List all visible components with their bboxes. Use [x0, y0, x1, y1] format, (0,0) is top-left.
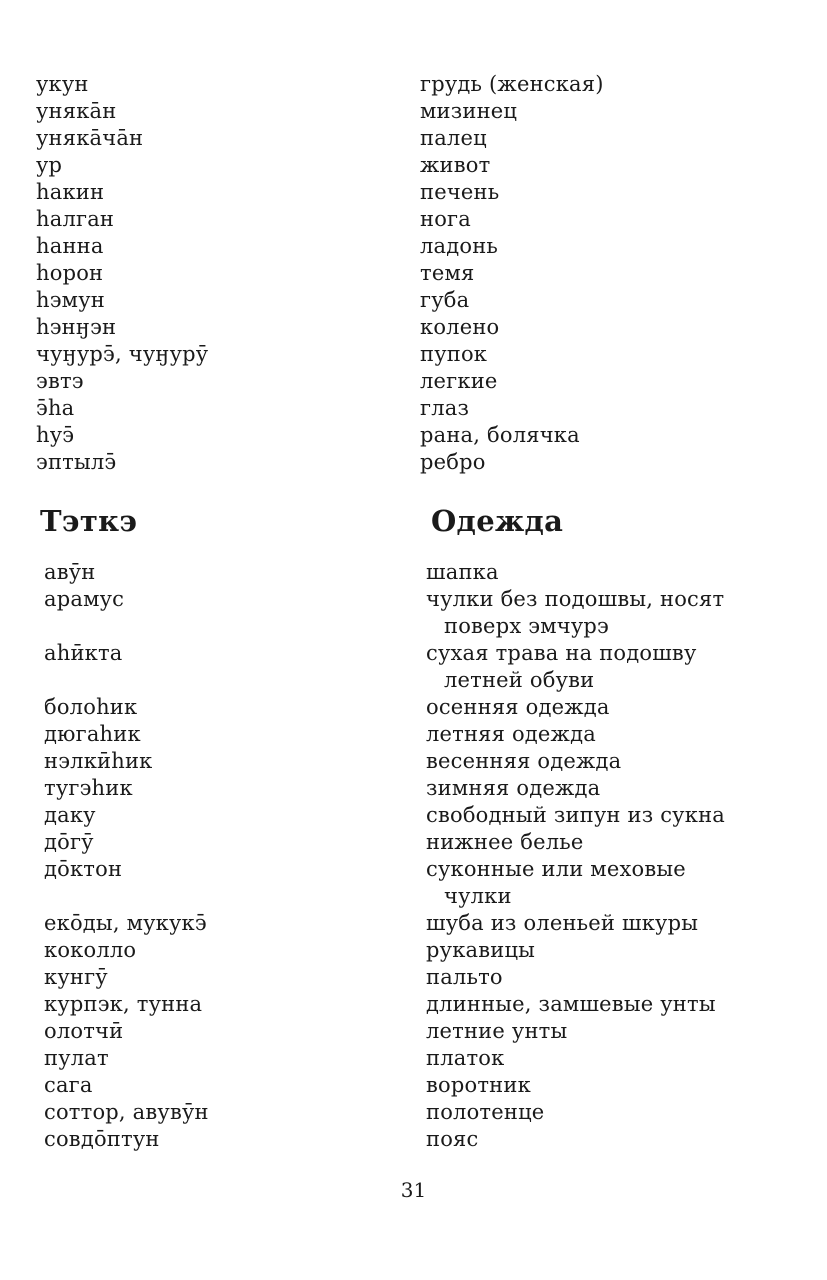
evenki-word: чуӈурэ̄, чуӈурӯ — [36, 342, 209, 366]
russian-translation: суконные или меховые — [426, 857, 686, 881]
russian-translation: живот — [420, 153, 491, 177]
evenki-word: э̄һа — [36, 396, 75, 420]
russian-translation: рукавицы — [426, 938, 536, 962]
russian-translation: платок — [426, 1046, 505, 1070]
russian-translation: зимняя одежда — [426, 776, 601, 800]
evenki-word: дюгаһик — [44, 722, 141, 746]
russian-translation: длинные, замшевые унты — [426, 992, 716, 1016]
evenki-word: совдо̄птун — [44, 1127, 160, 1151]
evenki-word: до̄гӯ — [44, 830, 94, 854]
russian-translation: воротник — [426, 1073, 531, 1097]
evenki-word: кунгӯ — [44, 965, 108, 989]
section-heading-russian: Одежда — [431, 504, 564, 538]
evenki-word: ур — [36, 153, 63, 177]
evenki-word: курпэк, тунна — [44, 992, 203, 1016]
russian-translation: шапка — [426, 560, 499, 584]
russian-translation: сухая трава на подошву — [426, 641, 697, 665]
evenki-word: һакин — [36, 180, 105, 204]
evenki-word: до̄ктон — [44, 857, 123, 881]
evenki-word: аһӣкта — [44, 641, 123, 665]
russian-translation: весенняя одежда — [426, 749, 622, 773]
evenki-word: сага — [44, 1073, 93, 1097]
evenki-word: унякāн — [36, 99, 117, 123]
evenki-word: һалган — [36, 207, 115, 231]
russian-translation: грудь (женская) — [420, 72, 604, 96]
russian-translation: глаз — [420, 396, 470, 420]
evenki-word: авӯн — [44, 560, 96, 584]
russian-translation: летние унты — [426, 1019, 568, 1043]
russian-translation: темя — [420, 261, 475, 285]
russian-translation: легкие — [420, 369, 498, 393]
russian-translation: чулки без подошвы, носят — [426, 587, 725, 611]
russian-translation: рана, болячка — [420, 423, 580, 447]
russian-translation: колено — [420, 315, 500, 339]
evenki-word: нэлкӣһик — [44, 749, 153, 773]
evenki-word: һанна — [36, 234, 104, 258]
russian-translation-continued: чулки — [444, 884, 512, 908]
evenki-word: укун — [36, 72, 89, 96]
evenki-word: эптылэ̄ — [36, 450, 117, 474]
russian-translation: ребро — [420, 450, 486, 474]
russian-translation: нижнее белье — [426, 830, 584, 854]
russian-translation: полотенце — [426, 1100, 545, 1124]
section-heading-evenki: Тэткэ — [40, 504, 138, 538]
russian-translation: губа — [420, 288, 470, 312]
russian-translation-continued: летней обуви — [444, 668, 595, 692]
evenki-word: һэмун — [36, 288, 105, 312]
evenki-word: арамус — [44, 587, 125, 611]
russian-translation: пояс — [426, 1127, 479, 1151]
russian-translation: шуба из оленьей шкуры — [426, 911, 699, 935]
evenki-word: коколло — [44, 938, 137, 962]
evenki-word: олотчӣ — [44, 1019, 124, 1043]
russian-translation-continued: поверх эмчурэ — [444, 614, 609, 638]
russian-translation: палец — [420, 126, 487, 150]
evenki-word: тугэһик — [44, 776, 133, 800]
evenki-word: һуэ̄ — [36, 423, 75, 447]
russian-translation: ладонь — [420, 234, 499, 258]
russian-translation: летняя одежда — [426, 722, 596, 746]
evenki-word: һорон — [36, 261, 104, 285]
page-number: 31 — [400, 1178, 427, 1202]
russian-translation: нога — [420, 207, 471, 231]
russian-translation: мизинец — [420, 99, 518, 123]
russian-translation: осенняя одежда — [426, 695, 610, 719]
russian-translation: пальто — [426, 965, 503, 989]
evenki-word: даку — [44, 803, 96, 827]
russian-translation: печень — [420, 180, 500, 204]
evenki-word: унякāчāн — [36, 126, 144, 150]
evenki-word: болоһик — [44, 695, 138, 719]
evenki-word: пулат — [44, 1046, 109, 1070]
russian-translation: свободный зипун из сукна — [426, 803, 725, 827]
evenki-word: соттор, авувӯн — [44, 1100, 209, 1124]
evenki-word: һэнӈэн — [36, 315, 117, 339]
russian-translation: пупок — [420, 342, 488, 366]
evenki-word: эвтэ — [36, 369, 84, 393]
evenki-word: еко̄ды, мукукэ̄ — [44, 911, 207, 935]
